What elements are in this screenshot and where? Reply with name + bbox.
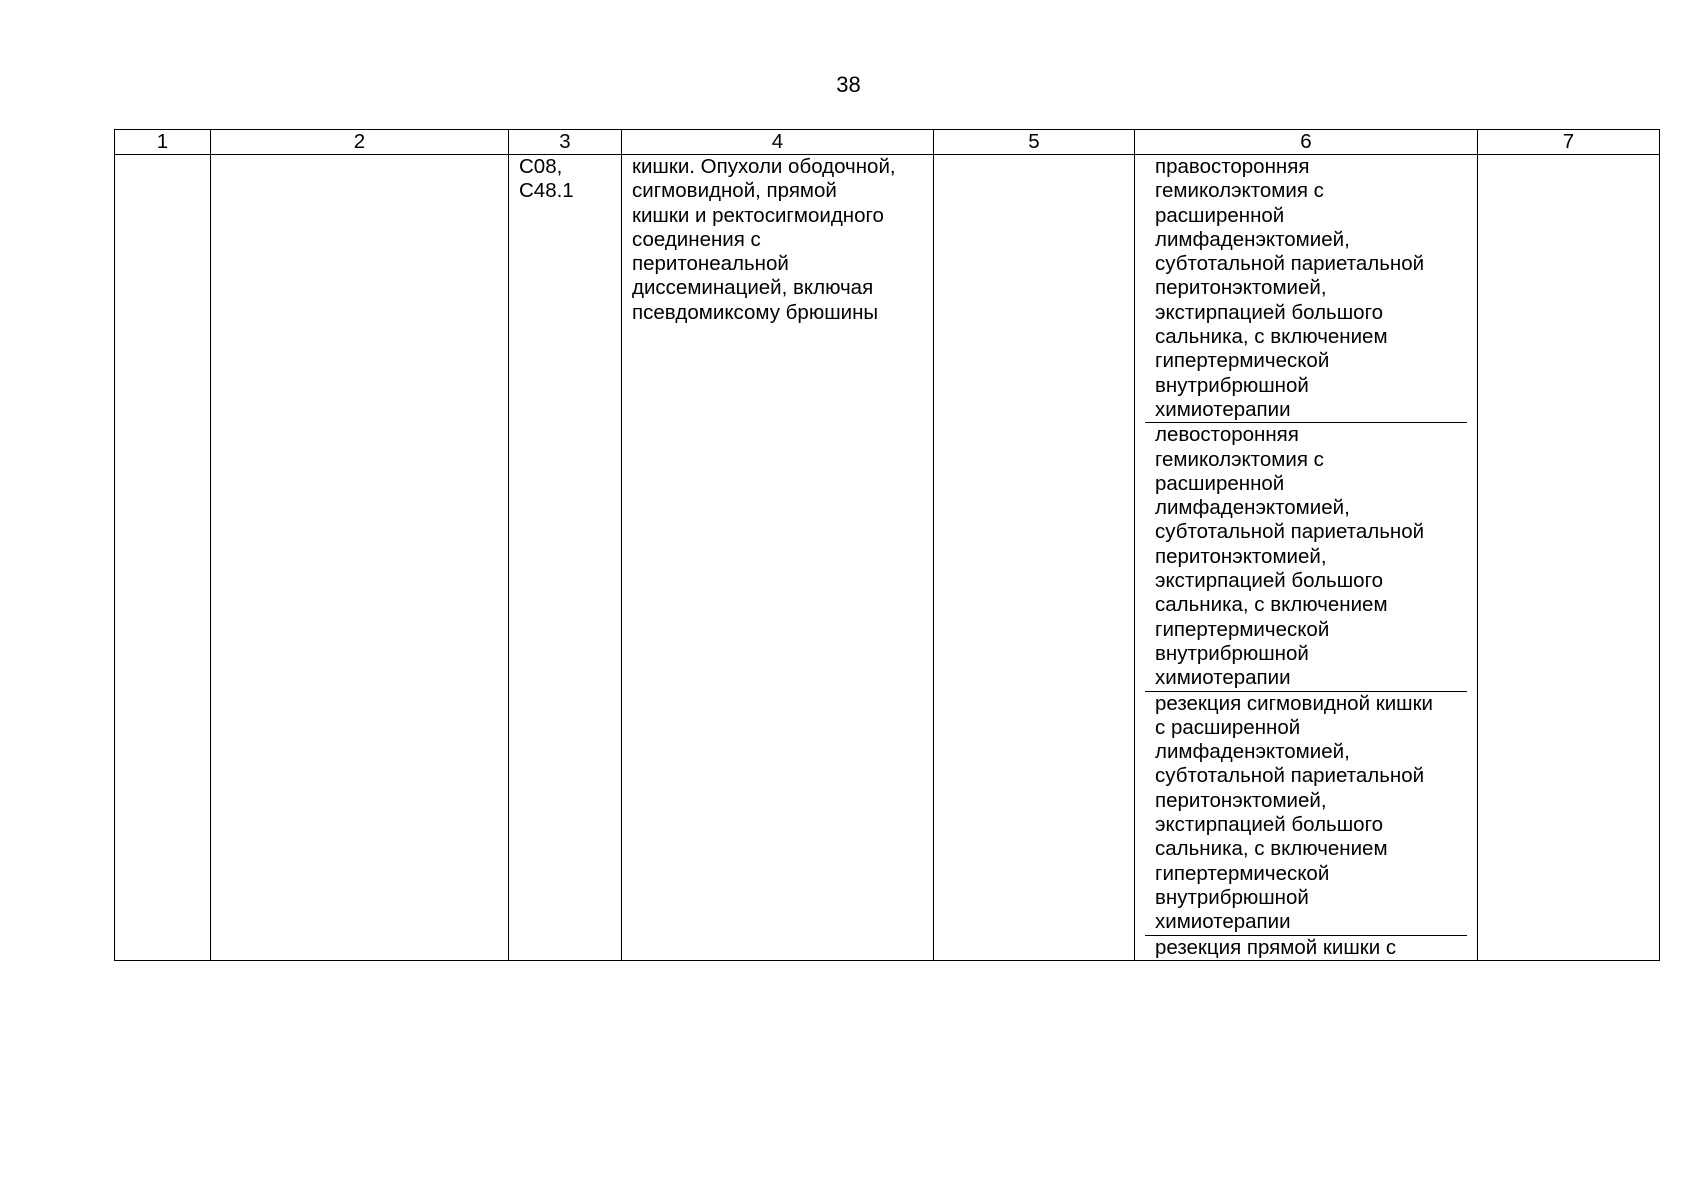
cell-icd-codes: C08, C48.1 [509,155,622,961]
procedure-item: резекция прямой кишки с [1155,935,1397,959]
procedure-item: левосторонняя гемиколэктомия с расширенной лимфаденэктомией, субтотальной париетальной перитонэктомией, экстирпацией большого сальника, с включением гипертермической внутрибрюшной химиотерапии [1145,423,1467,691]
procedure-item: резекция сигмовидной кишки с расширенной лимфаденэктомией, субтотальной париетальной перитонэктомией, экстирпацией большого сальника, с включением гипертермической внутрибрюшной химиотерапии [1145,692,1467,936]
cell-col1 [115,155,211,961]
procedure-item: правосторонняя гемиколэктомия с расширенной лимфаденэктомией, субтотальной париетальной перитонэктомией, экстирпацией большого сальника, с включением гипертермической внутрибрюшной химиотерапии [1145,155,1467,423]
page-number: 38 [836,72,861,97]
column-header-6: 6 [1135,130,1478,155]
cell-col5 [934,155,1135,961]
column-header-5: 5 [934,130,1135,155]
column-header-4: 4 [622,130,934,155]
cell-procedures [1135,155,1478,961]
column-header-1: 1 [115,130,211,155]
column-header-2: 2 [211,130,509,155]
column-header-7: 7 [1478,130,1660,155]
cell-diagnosis: кишки. Опухоли ободочной, сигмовидной, прямой кишки и ректосигмоидного соединения с перитонеальной диссеминацией, включая псевдомиксому брюшины [622,155,934,961]
procedures-table [114,129,1660,961]
header-row [115,130,1660,155]
table-row [115,155,1660,961]
cell-col7 [1478,155,1660,961]
cell-col2 [211,155,509,961]
column-header-3: 3 [509,130,622,155]
